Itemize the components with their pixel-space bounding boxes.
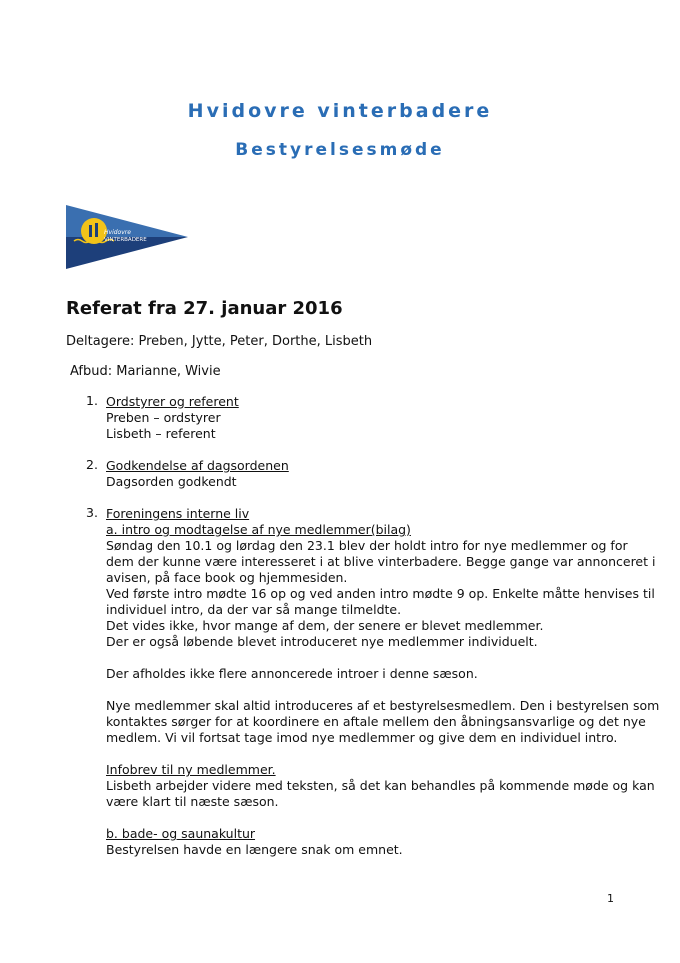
item-number: 3. (86, 505, 98, 520)
paragraph-line: individuel intro, da der var så mange tilmeldte. (106, 602, 402, 617)
paragraph-line: Lisbeth arbejder videre med teksten, så det kan behandles på kommende møde og kan (106, 778, 655, 793)
item-title: Godkendelse af dagsordenen (106, 458, 289, 473)
minutes-heading: Referat fra 27. januar 2016 (66, 298, 343, 319)
item-line: Dagsorden godkendt (106, 474, 237, 489)
item-number: 2. (86, 457, 98, 472)
paragraph-line: dem der kunne være interesseret i at blive vinterbadere. Begge gange var annonceret i (106, 554, 656, 569)
paragraph-line: Søndag den 10.1 og lørdag den 23.1 blev der holdt intro for nye medlemmer og for (106, 538, 628, 553)
page-number: 1 (607, 892, 614, 905)
paragraph-line: medlem. Vi vil fortsat tage imod nye medlemmer og give dem en individuel intro. (106, 730, 618, 745)
club-logo (64, 203, 190, 271)
paragraph-line: Det vides ikke, hvor mange af dem, der senere er blevet medlemmer. (106, 618, 544, 633)
paragraph-line: Der er også løbende blevet introduceret nye medlemmer individuelt. (106, 634, 538, 649)
item-line: Preben – ordstyrer (106, 410, 221, 425)
item-title: Ordstyrer og referent (106, 394, 239, 409)
absentees: Afbud: Marianne, Wivie (70, 364, 221, 379)
svg-text:Hvidovre: Hvidovre (104, 229, 131, 236)
subsection-title: Infobrev til ny medlemmer. (106, 762, 276, 777)
subsection-title: a. intro og modtagelse af nye medlemmer(bilag) (106, 522, 411, 537)
paragraph-line: avisen, på face book og hjemmesiden. (106, 570, 348, 585)
paragraph-line: Nye medlemmer skal altid introduceres af et bestyrelsesmedlem. Den i bestyrelsen som (106, 698, 660, 713)
subsection-title: b. bade- og saunakultur (106, 826, 256, 841)
participants: Deltagere: Preben, Jytte, Peter, Dorthe, Lisbeth (66, 334, 373, 349)
item-number: 1. (86, 393, 98, 408)
svg-text:VINTERBADERE: VINTERBADERE (104, 237, 147, 243)
document-title: Hvidovre vinterbadere (187, 100, 493, 122)
item-line: Lisbeth – referent (106, 426, 216, 441)
paragraph-line: Bestyrelsen havde en længere snak om emnet. (106, 842, 403, 857)
document-subtitle: Bestyrelsesmøde (235, 140, 445, 160)
paragraph-line: kontaktes sørger for at koordinere en aftale mellem den åbningsansvarlige og det nye (106, 714, 646, 729)
item-title: Foreningens interne liv (106, 506, 250, 521)
paragraph-line: Der afholdes ikke flere annoncerede introer i denne sæson. (106, 666, 478, 681)
paragraph-line: være klart til næste sæson. (106, 794, 279, 809)
paragraph-line: Ved første intro mødte 16 op og ved anden intro mødte 9 op. Enkelte måtte henvises til (106, 586, 655, 601)
